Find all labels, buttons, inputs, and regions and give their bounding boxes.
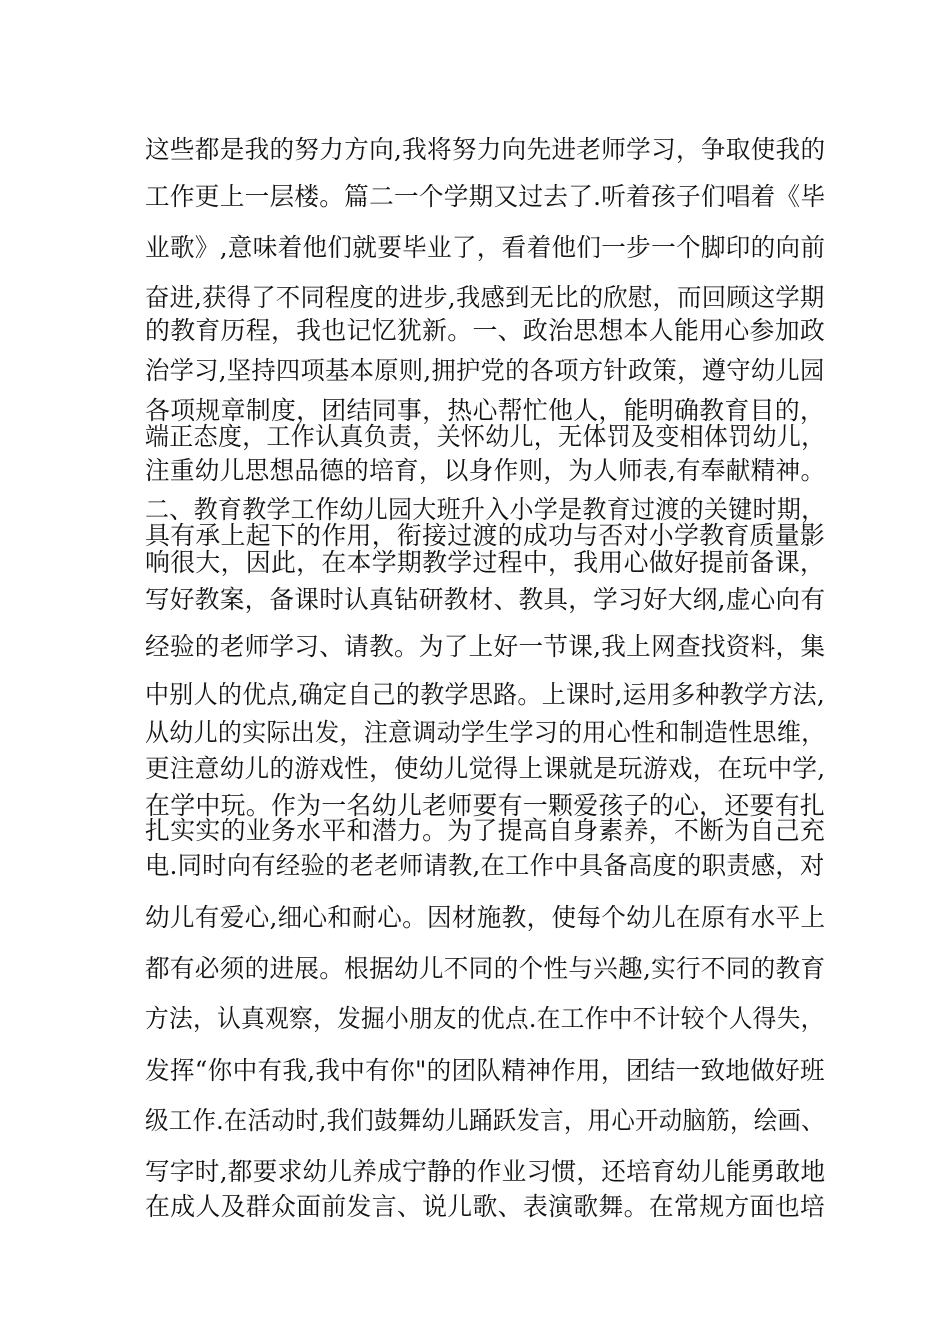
text-line-1: 这些都是我的努力方向,我将努力向先进老师学习，争取使我的 bbox=[145, 135, 826, 164]
text-line-7: 各项规章制度，团结同事，热心帮忙他人，能明确教育目的， bbox=[145, 396, 826, 425]
text-line-10: 二、教育教学工作幼儿园大班升入小学是教育过渡的关键时期， bbox=[145, 495, 826, 524]
text-line-15: 中别人的优点,确定自己的教学思路。上课时,运用多种教学方法, bbox=[145, 680, 825, 709]
text-line-23: 方法，认真观察，发掘小朋友的优点.在工作中不计较个人得失， bbox=[145, 1004, 825, 1033]
text-line-17: 更注意幼儿的游戏性，使幼儿觉得上课就是玩游戏，在玩中学, bbox=[145, 754, 826, 783]
text-line-11: 具有承上起下的作用，衔接过渡的成功与否对小学教育质量影 bbox=[145, 521, 826, 550]
text-line-25: 级工作.在活动时,我们鼓舞幼儿踊跃发言，用心开动脑筋，绘画、 bbox=[145, 1106, 825, 1135]
text-line-22: 都有必须的进展。根据幼儿不同的个性与兴趣,实行不同的教育 bbox=[145, 954, 826, 983]
text-line-21: 幼儿有爱心,细心和耐心。因材施教，使每个幼儿在原有水平上 bbox=[145, 903, 826, 932]
text-line-14: 经验的老师学习、请教。为了上好一节课,我上网查找资料，集 bbox=[145, 632, 826, 661]
text-line-8: 端正态度，工作认真负责，关怀幼儿，无体罚及变相体罚幼儿， bbox=[145, 422, 826, 451]
text-line-18: 在学中玩。作为一名幼儿老师要有一颗爱孩子的心，还要有扎 bbox=[145, 791, 826, 820]
text-line-16: 从幼儿的实际出发，注意调动学生学习的用心性和制造性思维， bbox=[145, 718, 826, 747]
text-line-20: 电.同时向有经验的老老师请教,在工作中具备高度的职责感，对 bbox=[145, 851, 825, 880]
text-line-6: 治学习,坚持四项基本原则,拥护党的各项方针政策，遵守幼儿园 bbox=[145, 356, 825, 385]
text-line-4: 奋进,获得了不同程度的进步,我感到无比的欣慰，而回顾这学期 bbox=[145, 283, 825, 312]
text-line-3: 业歌》,意味着他们就要毕业了，看着他们一步一个脚印的向前 bbox=[145, 233, 826, 262]
text-line-12: 响很大，因此，在本学期教学过程中，我用心做好提前备课， bbox=[145, 548, 826, 577]
text-line-26: 写字时,都要求幼儿养成宁静的作业习惯，还培育幼儿能勇敢地 bbox=[145, 1157, 826, 1186]
text-line-2: 工作更上一层楼。篇二一个学期又过去了.听着孩子们唱着《毕 bbox=[145, 182, 826, 211]
text-line-24: 发挥“你中有我,我中有你"的团队精神作用，团结一致地做好班 bbox=[145, 1056, 825, 1085]
text-line-13: 写好教案，备课时认真钻研教材、教具，学习好大纲,虚心向有 bbox=[145, 585, 826, 614]
text-line-27: 在成人及群众面前发言、说儿歌、表演歌舞。在常规方面也培 bbox=[145, 1192, 826, 1221]
text-line-9: 注重幼儿思想品德的培育，以身作则，为人师表,有奉献精神。 bbox=[145, 456, 826, 485]
text-line-19: 扎实实的业务水平和潜力。为了提高自身素养，不断为自己充 bbox=[145, 816, 826, 845]
text-line-5: 的教育历程，我也记忆犹新。一、政治思想本人能用心参加政 bbox=[145, 316, 826, 345]
